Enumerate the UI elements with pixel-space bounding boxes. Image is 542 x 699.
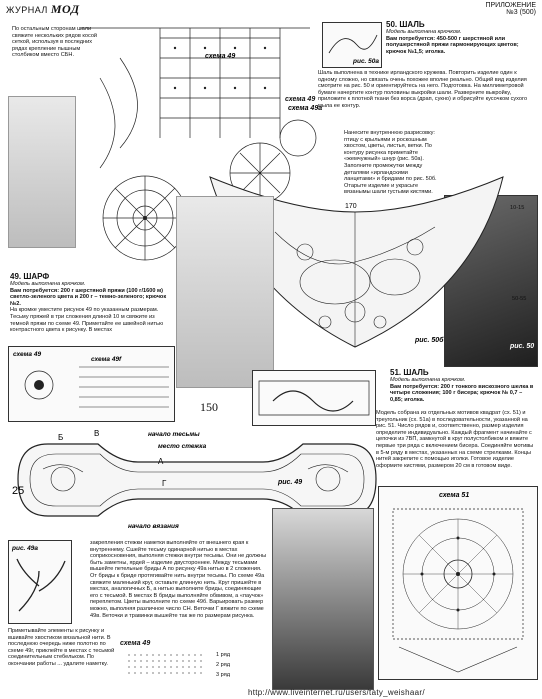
scheme-49a-label: схема 49a — [288, 105, 322, 112]
scheme-51-label: схема 51 — [439, 492, 470, 499]
dim-10-15: 10-15 — [510, 205, 525, 211]
header-logo: МОД — [50, 2, 80, 16]
row-label-3: 3 ряд — [216, 672, 231, 678]
issue-header — [485, 2, 536, 16]
header-supplement: ПРИЛОЖЕНИЕ — [485, 2, 536, 9]
model-photo-scarf — [8, 96, 76, 248]
row-label-2: 2 ряд — [216, 662, 231, 668]
figure-49a — [8, 540, 72, 624]
header-issue: №3 (500) — [506, 9, 536, 16]
letter-g: Г — [162, 479, 167, 488]
rows-dots-pattern — [126, 652, 206, 678]
shawl50-body2: Нанесите внутреннюю разрисовку: птицу с крыльями и роскошным хвостом, цветы, листья, ветки. По контуру рисунка приметайте «жемчужный» шнур (рис. 50а). Заполните промежутки между деталями «ирландскими ланцетами» и бридами по рис. 50б. Отарыте изделие и украсьте вязанымы шали густыми кистями. — [344, 130, 437, 196]
label-start-knit: начало вязания — [128, 523, 179, 530]
source-watermark: http://www.liveinternet.ru/users/taty_weishaar/ — [248, 688, 425, 697]
figure-49-tape-detail — [252, 370, 376, 426]
bottom-left-instructions: Приметывайте элементы к рисунку и вшивайте хвостиком вязальной нити. В последнюю очередь ниже полотно по схеме 49г, приклейте в местах с тесьмой соединительным стебельком. По окончании работы ... удалите наметку. — [8, 628, 115, 667]
figure-50a — [322, 22, 382, 68]
middle-instructions: закрепления стежки наметки выполняйте от внешнего края к внутреннему. Сшейте тесьму одинарной нитью в местах соприкосновения, выполняя стежки внутри тесьмы. Они не должны быть заметны, ярдей – изделие двустороннее. Между тесьмами вышейте петельные бриды А по рисунку 49а нитью в 2 сложения. От бриды к бриде протягивайте нить внутри тесьмы. По схеме 49а свяжите маленький круг, оставьте длинную нить. Круг пришейте в местах, аналогичных Б, а нитью выполните бриды, соединяющие его с тесьмой. В местах В бриды выполняйте обвивом, а «паучок» переплетом. Цветы выполните по схеме 49б. Варьировать размер можно, выполняя различное число СН. Веточки Г вяжите по схеме 49в. Веточки и травинки вышейте так же по размерам рисунка. — [90, 540, 267, 619]
shawl51-body: Модель собрана из отдельных мотивов квадрат (сх. 51) и треугольник (сх. 51а) в последовательности, указанной на рис. 51. Число рядов и, соответственно, размер изделия определите индивидуально. Каждый фрагмент начинайте с цепочки из 7ВП, замкнутой в круг полустолбиком и вяжите первые три ряда с включением бисера. Соединяйте мотивы в 5-м ряду в местах, указанных на схеме стрелками. Концы нитей закрепите с помощью иголки. Готовое изделие оформите кистями, размером 20 см в готовом виде. — [376, 410, 534, 469]
shawl50-level: Модель выполнена крючком. — [386, 29, 462, 35]
letter-v: В — [94, 429, 100, 438]
shawl51-materials: Вам потребуется: 200 г тонкого вискозного шелка в четыре сложения; 100 г бисера; крючок № 0,7 – 0,85; иголка. — [390, 383, 534, 403]
shawl50-materials: Вам потребуется: 450-500 г шерстяной или полушерстяной пряжи гармонирующих цветов; крючок №1,5; иголка. — [386, 35, 519, 55]
fig-49a-label: рис. 49a — [12, 545, 39, 552]
header-prefix: ЖУРНАЛ — [6, 5, 48, 15]
scheme-49-mid-label: схема 49 — [285, 96, 316, 103]
shawl51-level: Модель выполнена крючком. — [390, 377, 466, 383]
dim-170: 170 — [345, 203, 357, 210]
fig-50a-label: рис. 50a — [353, 58, 380, 65]
scheme-49-rows — [120, 640, 270, 682]
fig-50b-label: рис. 50б — [415, 337, 444, 344]
scarf49-block — [10, 272, 174, 334]
dim-150: 150 — [200, 400, 218, 414]
model-photo-shawl51 — [272, 508, 374, 690]
scheme-49f-label: схема 49f — [91, 356, 122, 363]
scarf49-body: На кромке уместите рисунок 49 по указанным размерам. Тесьму пряжей в три сложения длиной 10 м свяжите из темной пряжи по схеме 49. Приметайте ее швейной нитью контрастного цвета к рисунку. В местах — [10, 307, 164, 334]
shawl50-block — [386, 20, 536, 55]
scheme-49-small-label: схема 49 — [13, 351, 42, 358]
intro-text: По остальным сторонам шали свяжите нескольких рядов косой сеткой, используя в последних рядах крепление пышным столбиком вместо СБН. — [12, 26, 98, 59]
row-label-1: 1 ряд — [216, 652, 231, 658]
shawl50-title: 50. ШАЛЬ — [386, 20, 425, 29]
scarf49-level: Модель выполнена крючком. — [10, 281, 86, 287]
fig-49-label: рис. 49 — [278, 479, 303, 486]
shawl51-title: 51. ШАЛЬ — [390, 368, 429, 377]
magazine-header — [6, 2, 80, 17]
scheme-49-bottom-label: схема 49 — [120, 640, 151, 647]
label-seam-place: место стежка — [158, 443, 207, 450]
small-schemes-box — [8, 346, 175, 422]
shawl50-body: Шаль выполнена в технике ирландского кружева. Повторить изделие один к одному сложно, но связать очень похожее вполне реально. Общий вид изделия смотрите на рис. 50 и ориентируйтесь на него. Подготовка. На миллиметровой бумаге начертите контур половины выкройки шали. Разверните выкройку, приложите к плотной ткани без ворса (драп, сукно) и обрисуйте кусочком сухого мыла ее контур. — [318, 70, 528, 109]
dim-50-55: 50-55 — [512, 296, 527, 302]
model-photo-scarf49 — [176, 196, 274, 388]
scarf49-materials: Вам потребуется: 200 г шерстяной пряжи (100 г/1600 м) светло-зеленого цвета и 200 г – темно-зеленого; крючок №2. — [10, 287, 167, 307]
shawl51-block — [390, 368, 536, 403]
letter-a: А — [158, 457, 164, 466]
dim-25: 25 — [12, 485, 25, 497]
scheme-51-motif — [378, 486, 538, 680]
fig-50-label: рис. 50 — [510, 343, 535, 350]
label-start-tape: начало тесьмы — [148, 431, 200, 438]
scarf49-title: 49. ШАРФ — [10, 272, 50, 281]
scheme-49-label: схема 49 — [205, 53, 236, 60]
letter-b: Б — [58, 433, 64, 442]
